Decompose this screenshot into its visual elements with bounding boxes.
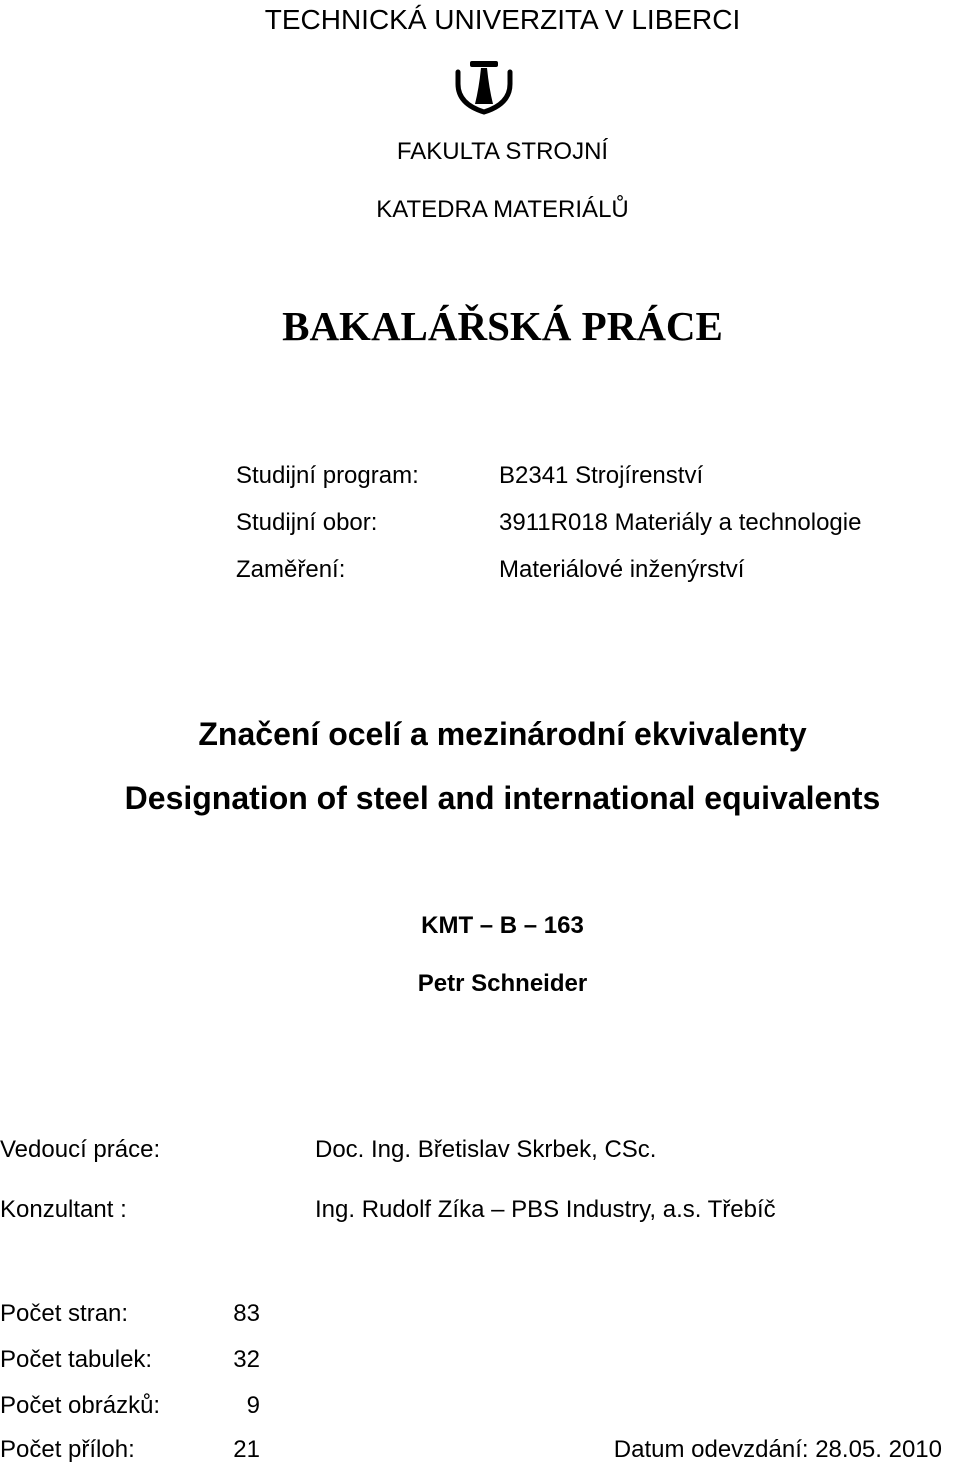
supervisor-value: Doc. Ing. Břetislav Skrbek, CSc. <box>315 1136 657 1163</box>
thesis-title-english: Designation of steel and international equivalents <box>124 780 881 816</box>
specialization-label: Zaměření: <box>236 556 346 583</box>
university-name: TECHNICKÁ UNIVERZITA V LIBERCI <box>264 4 741 35</box>
university-logo-icon <box>455 58 513 116</box>
program-label: Studijní program: <box>236 462 419 489</box>
program-value: B2341 Strojírenství <box>499 462 704 489</box>
table-count-value: 32 <box>233 1346 260 1373</box>
page-count-value: 83 <box>233 1300 260 1327</box>
department-name: KATEDRA MATERIÁLŮ <box>376 196 629 223</box>
page-count-label: Počet stran: <box>0 1300 129 1327</box>
specialization-value: Materiálové inženýrství <box>499 556 745 583</box>
appendix-count-label: Počet příloh: <box>0 1436 135 1463</box>
consultant-value: Ing. Rudolf Zíka – PBS Industry, a.s. Třebíč <box>315 1196 776 1223</box>
field-value: 3911R018 Materiály a technologie <box>499 509 862 536</box>
document-type-title: BAKALÁŘSKÁ PRÁCE <box>282 303 723 349</box>
submission-date: Datum odevzdání: 28.05. 2010 <box>613 1436 942 1463</box>
appendix-count-value: 21 <box>233 1436 260 1463</box>
faculty-name: FAKULTA STROJNÍ <box>396 138 609 165</box>
table-count-label: Počet tabulek: <box>0 1346 153 1373</box>
figure-count-label: Počet obrázků: <box>0 1392 161 1419</box>
figure-count-value: 9 <box>246 1392 260 1419</box>
thesis-code: KMT – B – 163 <box>421 912 584 939</box>
consultant-label: Konzultant : <box>0 1196 127 1223</box>
author-name: Petr Schneider <box>417 970 588 997</box>
supervisor-label: Vedoucí práce: <box>0 1136 161 1163</box>
field-label: Studijní obor: <box>236 509 378 536</box>
thesis-title-czech: Značení ocelí a mezinárodní ekvivalenty <box>198 716 807 752</box>
